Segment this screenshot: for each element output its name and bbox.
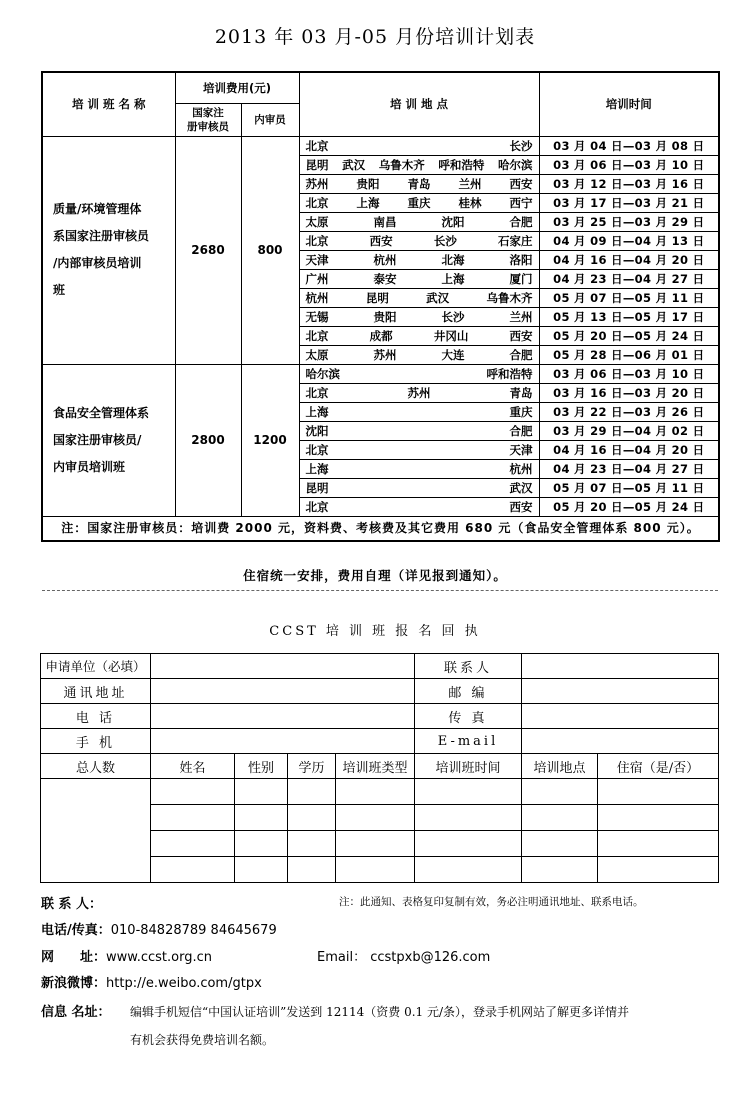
phone-label: 电 话 (41, 704, 151, 729)
form-cell[interactable] (598, 779, 719, 805)
date-cell: 04 月 09 日—04 月 13 日 (539, 231, 719, 250)
form-cell[interactable] (598, 831, 719, 857)
form-cell[interactable] (235, 805, 288, 831)
form-cell[interactable] (235, 779, 288, 805)
contact-person-label: 联系人 (415, 654, 522, 679)
cut-line (42, 590, 718, 591)
city-name: 兰州 (509, 309, 533, 324)
form-cell[interactable] (235, 857, 288, 883)
fee-internal-cell: 800 (241, 136, 299, 364)
form-column-header: 住宿（是/否） (598, 754, 719, 779)
location-cell (299, 269, 539, 288)
city-name: 杭州 (373, 252, 397, 267)
form-cell[interactable] (151, 779, 235, 805)
form-column-header: 姓名 (151, 754, 235, 779)
city-name: 桂林 (458, 195, 482, 210)
location-cell (299, 136, 539, 155)
date-cell: 04 月 16 日—04 月 20 日 (539, 250, 719, 269)
city-name: 西宁 (509, 195, 533, 210)
city-name: 大连 (441, 347, 465, 362)
form-column-headers (41, 754, 719, 779)
header-class-name: 培 训 班 名 称 (42, 72, 175, 136)
header-fee-auditor: 国家注 册审核员 (175, 103, 241, 136)
city-name: 西安 (369, 233, 393, 248)
form-cell[interactable] (522, 831, 598, 857)
form-cell[interactable] (288, 831, 336, 857)
class-name-cell: 食品安全管理体系 国家注册审核员/ 内审员培训班 (42, 364, 175, 516)
sms-label: 信息 名址： (41, 1005, 111, 1020)
city-name: 哈尔滨 (305, 366, 341, 381)
weibo-link[interactable]: http://e.weibo.com/gtpx (106, 976, 262, 991)
form-cell[interactable] (151, 805, 235, 831)
applicant-field[interactable] (151, 654, 415, 679)
form-column-header: 性别 (235, 754, 288, 779)
email-line: Email： ccstpxb@126.com (317, 950, 491, 965)
city-name: 上海 (441, 271, 465, 286)
city-name: 厦门 (509, 271, 533, 286)
contact-person: 联 系 人： (41, 897, 103, 912)
form-cell[interactable] (598, 857, 719, 883)
form-cell[interactable] (598, 805, 719, 831)
form-cell[interactable] (336, 779, 415, 805)
city-name: 合肥 (509, 347, 533, 362)
form-cell[interactable] (288, 779, 336, 805)
location-cell (299, 307, 539, 326)
city-name: 杭州 (509, 461, 533, 476)
form-cell[interactable] (235, 831, 288, 857)
city-name: 武汉 (426, 290, 450, 305)
city-name: 北京 (305, 385, 329, 400)
location-cell (299, 459, 539, 478)
city-name: 北海 (441, 252, 465, 267)
contact-person-field[interactable] (522, 654, 719, 679)
location-cell (299, 345, 539, 364)
form-cell[interactable] (151, 857, 235, 883)
city-name: 杭州 (305, 290, 329, 305)
date-cell: 03 月 16 日—03 月 20 日 (539, 383, 719, 402)
city-name: 长沙 (509, 138, 533, 153)
location-cell (299, 421, 539, 440)
phone-field[interactable] (151, 704, 415, 729)
city-name: 太原 (305, 347, 329, 362)
location-cell (299, 288, 539, 307)
fee-note: 注：国家注册审核员：培训费 2000 元，资料费、考核费及其它费用 680 元（食品安全管理体系 800 元）。 (42, 516, 719, 541)
form-column-header: 培训班类型 (336, 754, 415, 779)
postcode-field[interactable] (522, 679, 719, 704)
city-name: 乌鲁木齐 (378, 157, 425, 172)
city-name: 呼和浩特 (438, 157, 485, 172)
date-cell: 05 月 13 日—05 月 17 日 (539, 307, 719, 326)
date-cell: 03 月 12 日—03 月 16 日 (539, 174, 719, 193)
date-cell: 04 月 16 日—04 月 20 日 (539, 440, 719, 459)
header-fee: 培训费用(元) (175, 72, 299, 103)
header-fee-internal: 内审员 (241, 103, 299, 136)
form-column-header: 学历 (288, 754, 336, 779)
city-name: 苏州 (305, 176, 329, 191)
city-name: 成都 (369, 328, 393, 343)
form-cell[interactable] (415, 805, 522, 831)
location-cell (299, 440, 539, 459)
city-name: 合肥 (509, 423, 533, 438)
email-label: E-mail (415, 729, 522, 754)
total-people-field[interactable] (41, 779, 151, 883)
location-cell (299, 250, 539, 269)
address-label: 通讯地址 (41, 679, 151, 704)
city-name: 青岛 (509, 385, 533, 400)
form-cell[interactable] (288, 857, 336, 883)
city-name: 合肥 (509, 214, 533, 229)
date-cell: 05 月 07 日—05 月 11 日 (539, 478, 719, 497)
city-name: 武汉 (509, 480, 533, 495)
date-cell: 03 月 06 日—03 月 10 日 (539, 364, 719, 383)
location-cell (299, 326, 539, 345)
form-title: CCST 培 训 班 报 名 回 执 (269, 624, 481, 639)
fax-field[interactable] (522, 704, 719, 729)
city-name: 泰安 (373, 271, 397, 286)
fax-label: 传 真 (415, 704, 522, 729)
date-cell: 05 月 28 日—06 月 01 日 (539, 345, 719, 364)
date-cell: 03 月 17 日—03 月 21 日 (539, 193, 719, 212)
city-name: 长沙 (441, 309, 465, 324)
city-name: 沈阳 (305, 423, 329, 438)
city-name: 西安 (509, 176, 533, 191)
mobile-field[interactable] (151, 729, 415, 754)
fee-internal-cell: 1200 (241, 364, 299, 516)
form-column-header: 总人数 (41, 754, 151, 779)
city-name: 兰州 (458, 176, 482, 191)
form-cell[interactable] (415, 779, 522, 805)
date-cell: 03 月 29 日—04 月 02 日 (539, 421, 719, 440)
form-cell[interactable] (522, 857, 598, 883)
form-cell[interactable] (522, 779, 598, 805)
location-cell (299, 497, 539, 516)
form-cell[interactable] (415, 857, 522, 883)
city-name: 太原 (305, 214, 329, 229)
date-cell: 03 月 04 日—03 月 08 日 (539, 136, 719, 155)
location-cell (299, 383, 539, 402)
city-name: 哈尔滨 (498, 157, 533, 172)
location-cell (299, 231, 539, 250)
city-name: 贵阳 (373, 309, 397, 324)
city-name: 南昌 (373, 214, 397, 229)
form-cell[interactable] (336, 857, 415, 883)
city-name: 北京 (305, 442, 329, 457)
location-cell (299, 402, 539, 421)
city-name: 天津 (509, 442, 533, 457)
city-name: 沈阳 (441, 214, 465, 229)
form-cell[interactable] (522, 805, 598, 831)
website-line: 网 址：www.ccst.org.cn (41, 950, 212, 965)
city-name: 石家庄 (497, 233, 533, 248)
location-cell (299, 364, 539, 383)
city-name: 上海 (305, 461, 329, 476)
website-link[interactable]: www.ccst.org.cn (106, 950, 212, 965)
form-cell[interactable] (336, 805, 415, 831)
city-name: 武汉 (342, 157, 366, 172)
address-field[interactable] (151, 679, 415, 704)
city-name: 广州 (305, 271, 329, 286)
phone-fax-line: 电话/传真：010-84828789 84645679 (41, 923, 277, 938)
city-name: 长沙 (433, 233, 457, 248)
city-name: 苏州 (407, 385, 431, 400)
city-name: 重庆 (407, 195, 431, 210)
postcode-label: 邮 编 (415, 679, 522, 704)
form-cell[interactable] (415, 831, 522, 857)
city-name: 北京 (305, 233, 329, 248)
date-cell: 05 月 20 日—05 月 24 日 (539, 497, 719, 516)
date-cell: 03 月 25 日—03 月 29 日 (539, 212, 719, 231)
location-cell (299, 212, 539, 231)
class-name-cell: 质量/环境管理体 系国家注册审核员 /内部审核员培训 班 (42, 136, 175, 364)
city-name: 西安 (509, 328, 533, 343)
city-name: 上海 (356, 195, 380, 210)
date-cell: 05 月 20 日—05 月 24 日 (539, 326, 719, 345)
date-cell: 03 月 22 日—03 月 26 日 (539, 402, 719, 421)
city-name: 苏州 (373, 347, 397, 362)
registration-form (40, 653, 719, 883)
fee-auditor-cell: 2680 (175, 136, 241, 364)
schedule-row (42, 136, 719, 155)
city-name: 重庆 (509, 404, 533, 419)
header-location: 培 训 地 点 (299, 72, 539, 136)
date-cell: 05 月 07 日—05 月 11 日 (539, 288, 719, 307)
header-time: 培训时间 (539, 72, 719, 136)
mobile-label: 手 机 (41, 729, 151, 754)
form-cell[interactable] (336, 831, 415, 857)
city-name: 上海 (305, 404, 329, 419)
city-name: 北京 (305, 499, 329, 514)
city-name: 昆明 (305, 157, 329, 172)
form-cell[interactable] (151, 831, 235, 857)
schedule-body (42, 136, 719, 541)
sms-line-1: 编辑手机短信“中国认证培训”发送到 12114（资费 0.1 元/条），登录手机网站了解更多详情并 (130, 1005, 630, 1019)
city-name: 天津 (305, 252, 329, 267)
city-name: 昆明 (365, 290, 389, 305)
city-name: 西安 (509, 499, 533, 514)
location-cell (299, 193, 539, 212)
city-name: 乌鲁木齐 (486, 290, 533, 305)
email-field[interactable] (522, 729, 719, 754)
city-name: 昆明 (305, 480, 329, 495)
page-title: 2013 年 03 月-05 月份培训计划表 (214, 26, 536, 48)
city-name: 井冈山 (433, 328, 469, 343)
city-name: 呼和浩特 (486, 366, 533, 381)
form-column-header: 培训地点 (522, 754, 598, 779)
location-cell (299, 174, 539, 193)
location-cell (299, 478, 539, 497)
email-link[interactable]: ccstpxb@126.com (370, 950, 491, 965)
city-name: 青岛 (407, 176, 431, 191)
form-column-header: 培训班时间 (415, 754, 522, 779)
sms-line-2: 有机会获得免费培训名额。 (130, 1033, 275, 1047)
schedule-row (42, 364, 719, 383)
weibo-line: 新浪微博：http://e.weibo.com/gtpx (41, 976, 262, 991)
training-schedule-table (41, 71, 720, 542)
date-cell: 04 月 23 日—04 月 27 日 (539, 269, 719, 288)
city-name: 洛阳 (509, 252, 533, 267)
city-name: 北京 (305, 328, 329, 343)
applicant-label: 申请单位（必填） (41, 654, 151, 679)
date-cell: 03 月 06 日—03 月 10 日 (539, 155, 719, 174)
copy-note: 注：此通知、表格复印复制有效，务必注明通讯地址、联系电话。 (339, 896, 644, 908)
date-cell: 04 月 23 日—04 月 27 日 (539, 459, 719, 478)
form-cell[interactable] (288, 805, 336, 831)
city-name: 贵阳 (356, 176, 380, 191)
lodging-note: 住宿统一安排，费用自理（详见报到通知）。 (243, 568, 507, 583)
location-cell (299, 155, 539, 174)
city-name: 北京 (305, 138, 329, 153)
city-name: 北京 (305, 195, 329, 210)
city-name: 无锡 (305, 309, 329, 324)
fee-auditor-cell: 2800 (175, 364, 241, 516)
